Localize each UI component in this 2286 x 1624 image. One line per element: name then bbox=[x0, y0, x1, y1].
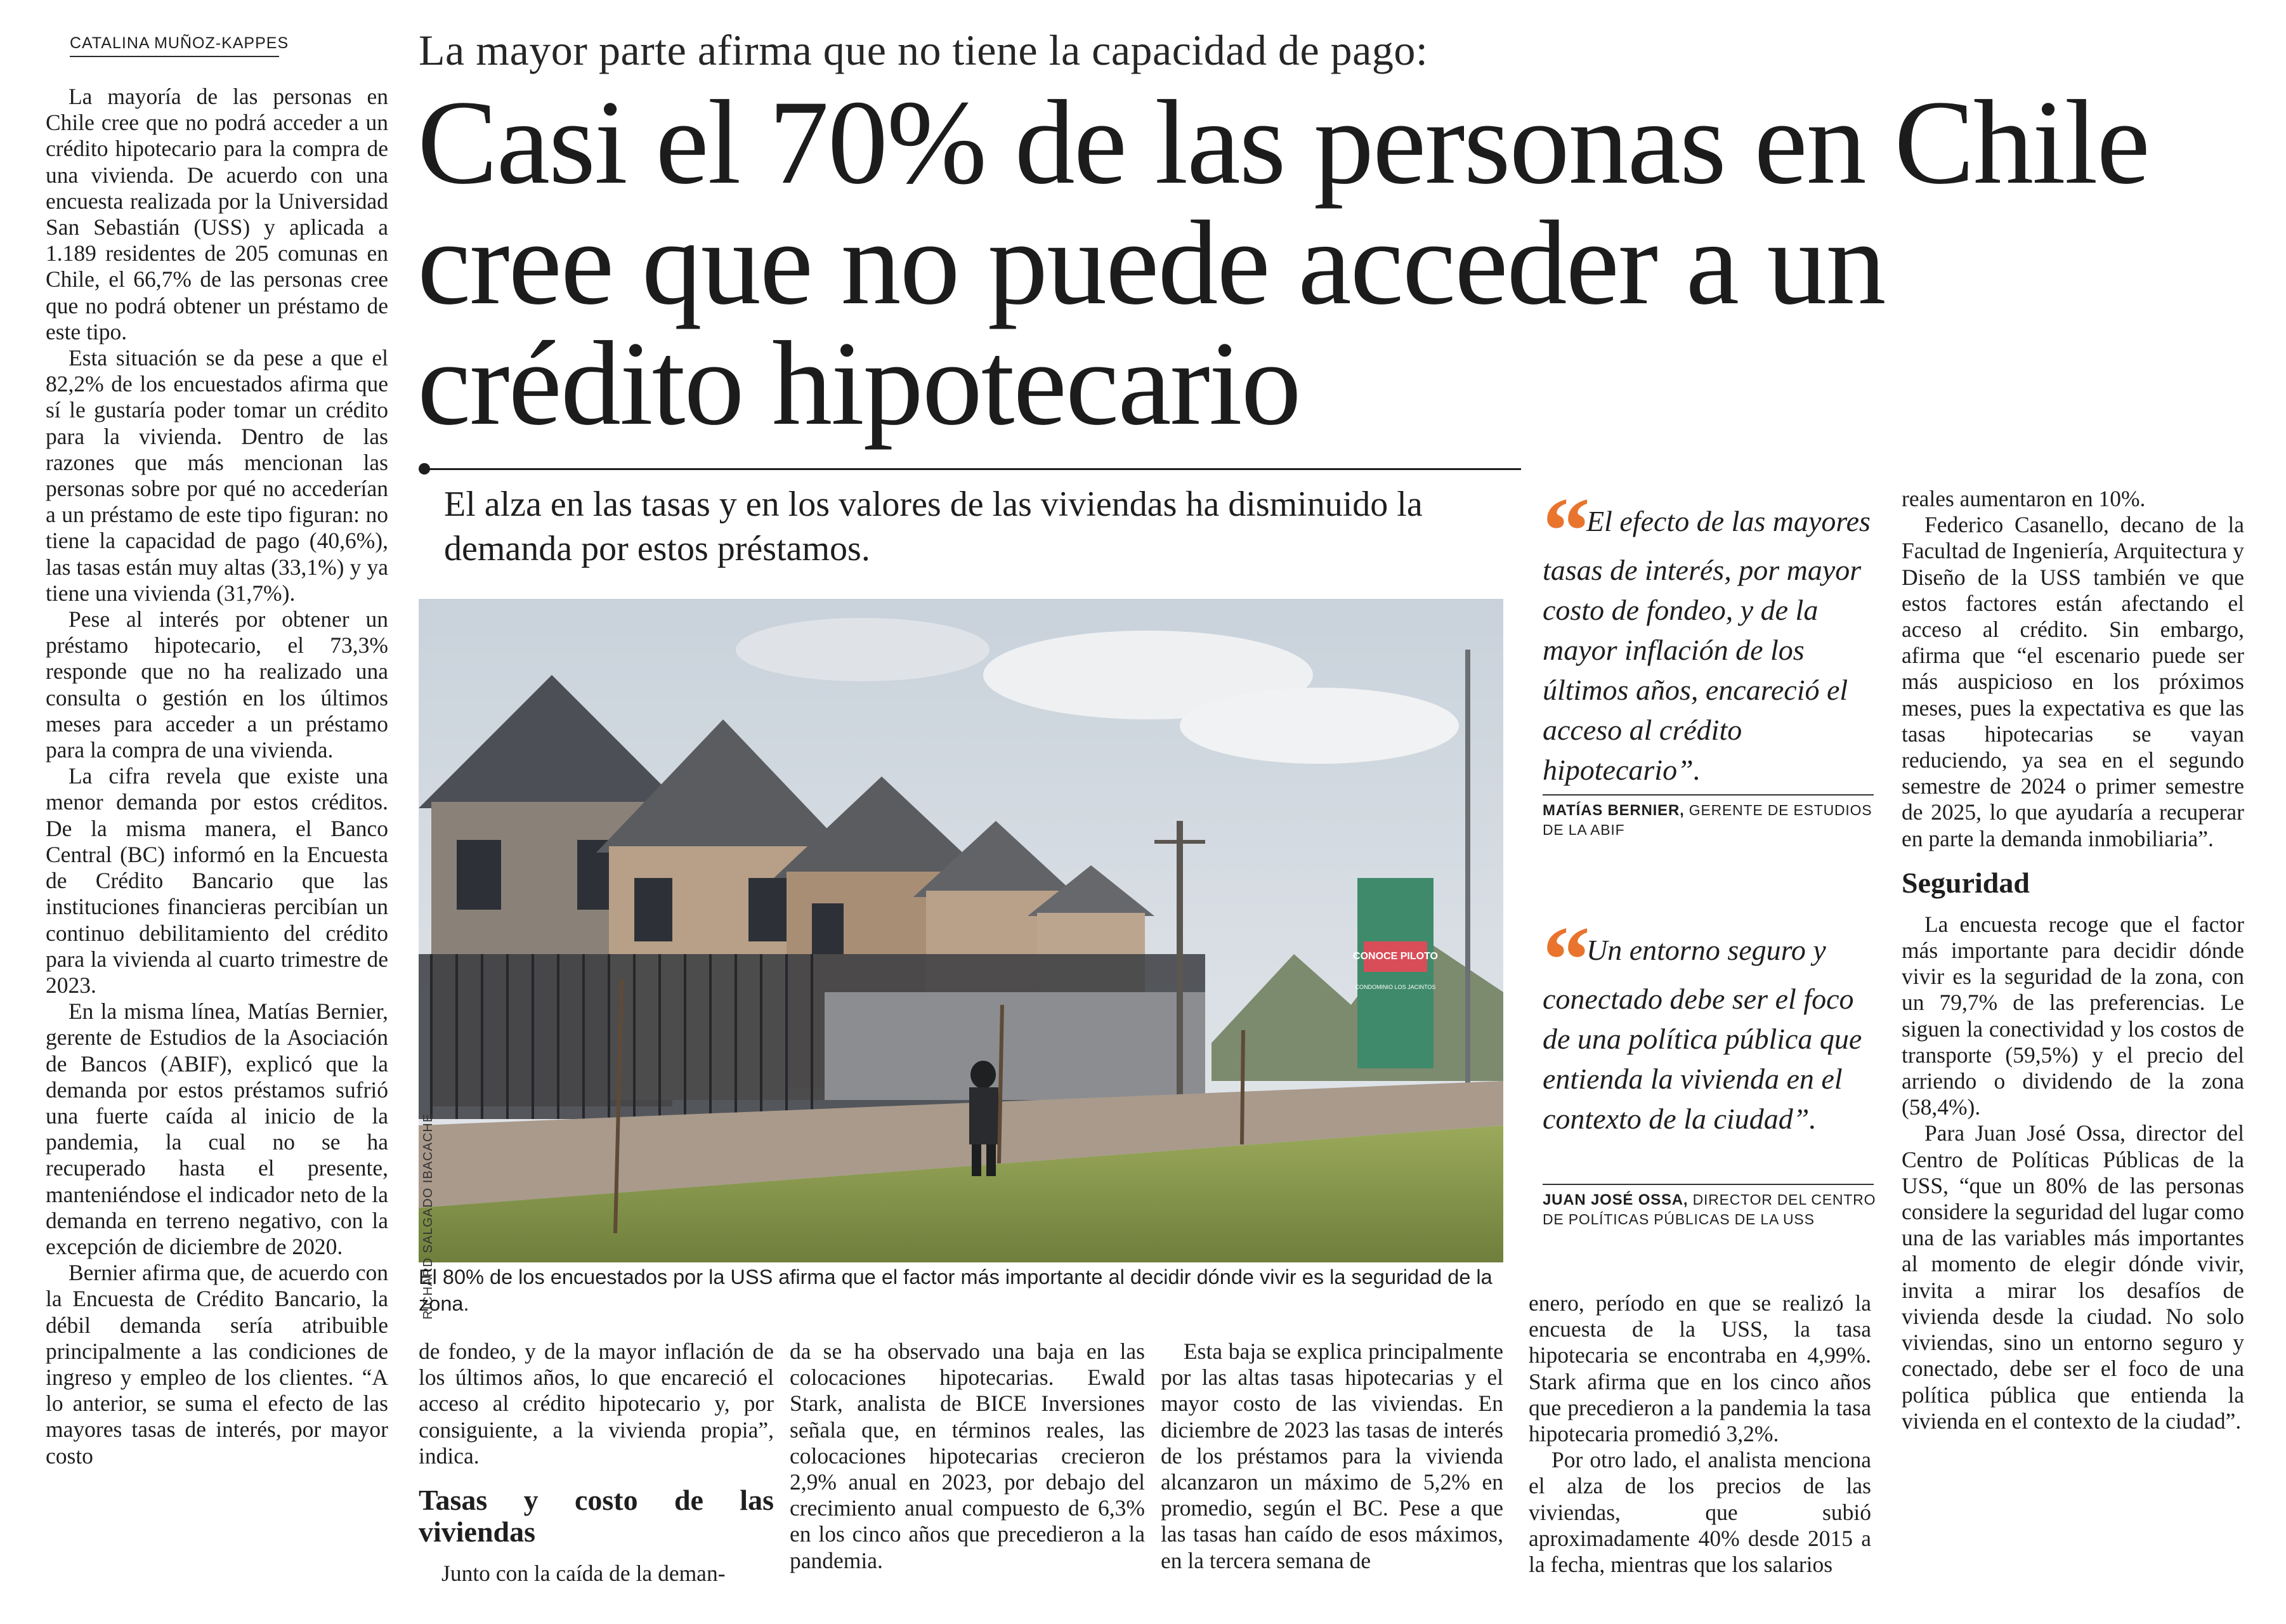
paragraph: de fondeo, y de la mayor inflación de los últimos años, lo que encareció el acceso al crédito hipotecario y, por consiguiente, a la vivienda propia”, indica. bbox=[419, 1339, 774, 1469]
photo-caption: El 80% de los encuestados por la USS afirma que el factor más importante al decidir dónde vivir es la seguridad de la zona. bbox=[419, 1266, 1492, 1315]
paragraph: Federico Casanello, decano de la Facultad de Ingeniería, Arquitectura y Diseño de la USS también ve que estos factores están afectando el acceso al crédito. Sin embargo, afirma que “el escenario puede ser más auspicioso en los próximos meses, pues la expectativa es que las tasas hipotecarias se vayan reduciendo, ya sea en el segundo semestre de 2024 o primer semestre de 2025, lo que ayudaría a recuperar en parte la demanda inmobiliaria”. bbox=[1902, 512, 2244, 851]
body-column-5 bbox=[1529, 1290, 1871, 1578]
paragraph: La encuesta recoge que el factor más importante para decidir dónde vivir es la seguridad de la zona, con un 79,7% de las preferencias. Le siguen la conectividad y los costos de transporte (59,5%) y el precio del arriendo o dividendo de la zona (58,4%). bbox=[1902, 911, 2244, 1120]
headline-line-2: cree que no puede acceder a un bbox=[417, 197, 1885, 330]
houses-street-image bbox=[419, 599, 1503, 1262]
byline-rule bbox=[70, 56, 279, 57]
paragraph: Esta situación se da pese a que el 82,2% de los encuestados afirma que sí le gustaría poder tomar un crédito para la vivienda. Dentro de las razones que más mencionan las personas sobre por qué no accederían a un préstamo de este tipo figuran: no tiene la capacidad de pago (40,6%), las tasas están muy altas (33,1%) y ya tiene una vivienda (31,7%). bbox=[46, 345, 388, 606]
pull-quote-2 bbox=[1543, 907, 1885, 1139]
kicker: La mayor parte afirma que no tiene la capacidad de pago: bbox=[419, 26, 1428, 74]
paragraph: enero, período en que se realizó la encuesta de la USS, la tasa hipotecaria se encontraba en 4,99%. Stark afirma que en los cinco años que precedieron a la pandemia la tasa hipotecaria promedió 3,2%. bbox=[1529, 1290, 1871, 1447]
photo-credit-text: RICHARD SALGADO IBACACHE bbox=[421, 1113, 435, 1320]
paragraph: reales aumentaron en 10%. bbox=[1902, 486, 2146, 511]
body-column-6 bbox=[1902, 486, 2244, 1434]
quote-author-role: GERENTE DE ESTUDIOS DE LA ABIF bbox=[1543, 802, 1872, 838]
pull-quote-text: Un entorno seguro y conectado debe ser el foco de una política pública que entienda la vivienda en el contexto de la ciudad”. bbox=[1543, 934, 1862, 1135]
quote-rule bbox=[1543, 794, 1874, 796]
paragraph: La mayoría de las personas en Chile cree que no podrá acceder a un crédito hipotecario para la compra de una vivienda. De acuerdo con una encuesta realizada por la Universidad San Sebastián (USS) y aplicada a 1.189 residentes de 205 comunas en Chile, el 66,7% de las personas cree que no podrá obtener un préstamo de este tipo. bbox=[46, 84, 388, 344]
body-column-2 bbox=[419, 1339, 774, 1587]
paragraph: Bernier afirma que, de acuerdo con la Encuesta de Crédito Bancario, la débil demanda sería atribuible principalmente a las condiciones de ingreso y empleo de los clientes. “A lo anterior, se suma el efecto de las mayores tasas de interés, por mayor costo bbox=[46, 1260, 388, 1469]
quote-rule bbox=[1543, 1184, 1874, 1185]
paragraph: Esta baja se explica principalmente por las altas tasas hipotecarias y el mayor costo de las viviendas. En diciembre de 2023 las tasas de interés de los préstamos para la vivienda alcanzaron un máximo de 5,2% en promedio, según el BC. Pese a que las tasas han caído de esos máximos, en la tercera semana de bbox=[1161, 1339, 1503, 1573]
paragraph: La cifra revela que existe una menor demanda por estos créditos. De la misma manera, el Banco Central (BC) informó en la Encuesta de Crédito Bancario que las instituciones financieras percibían un continuo debilitamiento del crédito para la vivienda al cuarto trimestre de 2023. bbox=[46, 763, 388, 998]
pull-quote-text: El efecto de las mayores tasas de interés, por mayor costo de fondeo, y de la mayor inflación de los últimos años, encareció el acceso al crédito hipotecario”. bbox=[1543, 505, 1871, 786]
subhead-tasas: Tasas y costo de las viviendas bbox=[419, 1484, 774, 1549]
quote-mark-icon: “ bbox=[1543, 478, 1581, 584]
deck-rule bbox=[424, 468, 1521, 470]
quote-author-name: MATÍAS BERNIER, bbox=[1543, 802, 1685, 819]
paragraph: Por otro lado, el analista menciona el alza de los precios de las viviendas, que subió aproximadamente 40% desde 2015 a la fecha, mientras que los salarios bbox=[1529, 1447, 1871, 1578]
pull-quote-1 bbox=[1543, 478, 1885, 790]
sign-subtext: CONDOMINIO LOS JACINTOS bbox=[1355, 984, 1436, 990]
paragraph: Pese al interés por obtener un préstamo hipotecario, el 73,3% responde que no ha realizado una consulta o gestión en los últimos meses para acceder a un préstamo para la compra de una vivienda. bbox=[46, 606, 388, 763]
body-column-3 bbox=[790, 1339, 1145, 1574]
headline-line-1: Casi el 70% de las personas en Chile bbox=[417, 76, 2149, 209]
byline: CATALINA MUÑOZ-KAPPES bbox=[70, 34, 289, 52]
paragraph: da se ha observado una baja en las colocaciones hipotecarias. Ewald Stark, analista de BICE Inversiones señala que, en términos reales, las colocaciones hipotecarias crecieron 2,9% anual en 2023, por debajo del crecimiento anual compuesto de 6,3% en los cinco años que precedieron a la pandemia. bbox=[790, 1339, 1145, 1573]
quote-author-role: DIRECTOR DEL CENTRO DE POLÍTICAS PÚBLICAS DE LA USS bbox=[1543, 1191, 1876, 1228]
quote-author-name: JUAN JOSÉ OSSA, bbox=[1543, 1191, 1688, 1208]
paragraph: En la misma línea, Matías Bernier, gerente de Estudios de la Asociación de Bancos (ABIF), explicó que la demanda por estos préstamos sufrió una fuerte caída al inicio de la pandemia, la cual no se ha recuperado hasta el presente, manteniéndose el indicador neto de la demanda en terreno negativo, con la excepción de diciembre de 2020. bbox=[46, 999, 388, 1259]
sign-text: CONOCE PILOTO bbox=[1353, 951, 1438, 962]
deck: El alza en las tasas y en los valores de las viviendas ha disminuido la demanda por estos préstamos. bbox=[444, 485, 1423, 568]
body-column-4 bbox=[1161, 1339, 1503, 1574]
article-photo bbox=[419, 599, 1503, 1262]
headline bbox=[417, 76, 2193, 450]
paragraph: Para Juan José Ossa, director del Centro de Políticas Públicas de la USS, “que un 80% de las personas considere la seguridad del lugar como una de las variables más importantes al momento de elegir dónde vivir, invita a mirar los desafíos de vivienda desde la ciudad. No solo viviendas, sino un entorno seguro y conectado, debe ser el foco de una política pública que entienda la vivienda en el contexto de la ciudad”. bbox=[1902, 1120, 2244, 1434]
subhead-seguridad: Seguridad bbox=[1902, 866, 2030, 899]
paragraph: Junto con la caída de la deman- bbox=[441, 1561, 726, 1587]
quote-author-1 bbox=[1543, 801, 1885, 839]
quote-author-2 bbox=[1543, 1190, 1885, 1229]
headline-line-3: crédito hipotecario bbox=[417, 317, 1300, 450]
body-column-1 bbox=[46, 84, 388, 1469]
quote-mark-icon: “ bbox=[1543, 907, 1581, 1012]
